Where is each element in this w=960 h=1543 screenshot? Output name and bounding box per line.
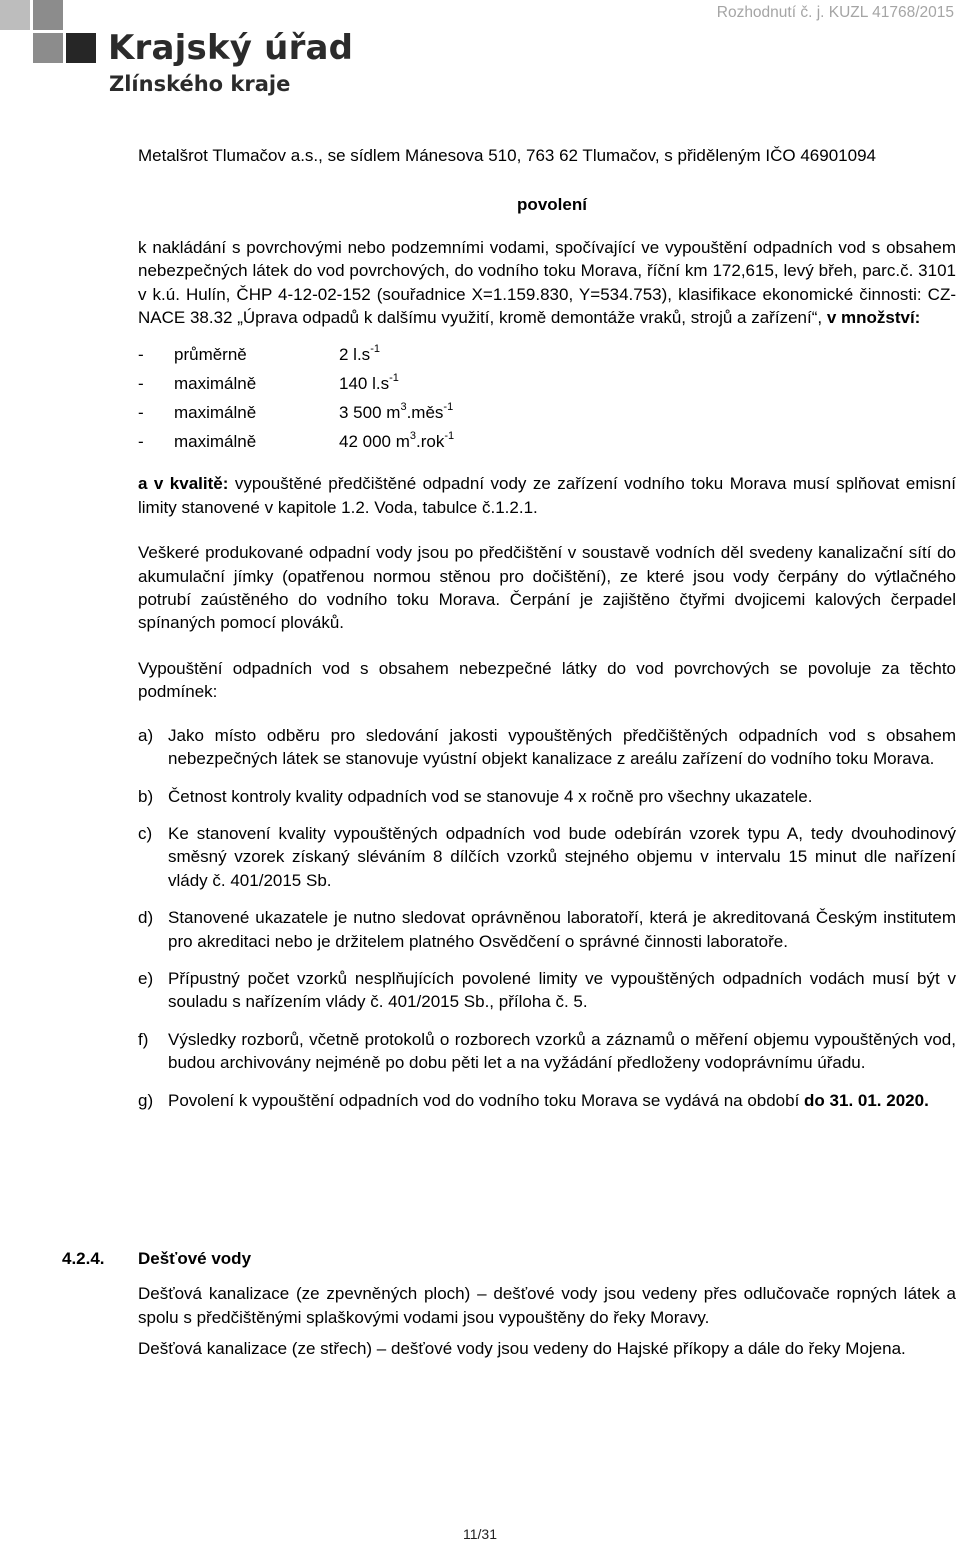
condition-letter: f) xyxy=(138,1029,149,1049)
quantity-value: 140 $l.s^{-1}$ xyxy=(339,371,399,394)
quantity-dash: - xyxy=(138,403,144,423)
section-number: 4.2.4. xyxy=(62,1249,105,1268)
quantity-list xyxy=(138,337,956,453)
quantity-dash: - xyxy=(138,374,144,394)
quantity-dash: - xyxy=(138,345,144,365)
condition-letter: d) xyxy=(138,908,154,928)
brand-subtitle: Zlínského kraje xyxy=(109,72,291,96)
brand-name: Krajský úřad xyxy=(108,28,354,68)
quantity-label: maximálně xyxy=(174,432,257,452)
quality-paragraph xyxy=(138,472,956,519)
permit-scope xyxy=(138,236,956,330)
section-paragraph: Dešťová kanalizace (ze střech) – dešťové vody jsou vedeny do Hajské příkopy a dále do řeky Mojena. xyxy=(138,1339,906,1359)
condition-item xyxy=(138,1028,956,1075)
logo-icon xyxy=(0,0,96,66)
condition-letter: c) xyxy=(138,823,153,843)
condition-text: Povolení k vypouštění odpadních vod do vodního toku Morava se vydává na období do 31. 01. 2020. xyxy=(168,1090,929,1110)
quality-emph: a v kvalitě: xyxy=(138,474,229,494)
quantity-dash: - xyxy=(138,432,144,452)
quantity-row xyxy=(138,337,956,366)
quantity-label: průměrně xyxy=(174,345,247,365)
condition-text: Četnost kontroly kvality odpadních vod se stanovuje 4 x ročně pro všechny ukazatele. xyxy=(168,786,813,806)
condition-text: Jako místo odběru pro sledování jakosti vypouštěných předčištěných odpadních vod s obsahem nebezpečných látek se stanovuje vyústní objekt kanalizace z areálu zařízení do vodního toku Morava. xyxy=(168,725,956,769)
document-reference: Rozhodnutí č. j. KUZL 41768/2015 xyxy=(716,4,954,21)
quantity-row xyxy=(138,395,956,424)
section-rainwater xyxy=(62,1247,956,1369)
section-body xyxy=(62,1282,956,1360)
condition-letter: b) xyxy=(138,786,154,806)
condition-item xyxy=(138,967,956,1014)
condition-letter: g) xyxy=(138,1090,154,1110)
document-body xyxy=(138,144,956,1126)
conditions-list xyxy=(138,724,956,1112)
condition-text: Přípustný počet vzorků nesplňujících povolené limity ve vypouštěných odpadních vodách musí být v souladu s nařízením vlády č. 401/2015 Sb., příloha č. 5. xyxy=(168,968,956,1012)
quality-text: vypouštěné předčištěné odpadní vody ze zařízení vodního toku Morava musí splňovat emisní limity stanovené v kapitole 1.2. Voda, tabulce č.1.2.1. xyxy=(138,474,956,517)
logo-block-mid xyxy=(33,0,63,30)
quantity-label: maximálně xyxy=(174,374,257,394)
wastewater-paragraph: Veškeré produkované odpadní vody jsou po předčištění v soustavě vodních děl svedeny kanalizační sítí do akumulační jímky (opatřenou normou stěnou pro dočištění), ze které jsou vody čerpány do výtlačného potrubí zaústěného do vodního toku Morava. Čerpání je zajištěno čtyřmi dvojicemi kalových čerpadel spínaných pomocí plováků. xyxy=(138,543,956,633)
condition-item xyxy=(138,1089,956,1112)
condition-item xyxy=(138,822,956,892)
decision-title: povolení xyxy=(517,195,587,215)
condition-item xyxy=(138,724,956,771)
quantity-value: 3 500 $m^3.měs^{-1}$ xyxy=(339,400,454,423)
section-title: Dešťové vody xyxy=(138,1249,252,1268)
condition-item xyxy=(138,785,956,808)
conditions-intro: Vypouštění odpadních vod s obsahem nebezpečné látky do vod povrchových se povoluje za těchto podmínek: xyxy=(138,658,956,702)
section-paragraph: Dešťová kanalizace (ze zpevněných ploch) – dešťové vody jsou vedeny přes odlučovače ropných látek a spolu s předčištěnými splaškovými vodami jsou vypouštěny do řeky Moravy. xyxy=(138,1284,956,1327)
logo-block-light xyxy=(0,0,30,30)
quantity-value: 42 000 $m^3.rok^{-1}$ xyxy=(339,429,455,452)
permit-scope-emph: v množství: xyxy=(826,308,921,328)
permit-scope-text: k nakládání s povrchovými nebo podzemními vodami, spočívající ve vypouštění odpadních vod s obsahem nebezpečných látek do vod povrchových, do vodního toku Morava, říční km 172,615, levý břeh, parc.č. 3101 v k.ú. Hulín, ČHP 4-12-02-152 (souřadnice X=1.159.830, Y=534.753), klasifikace ekonomické činnosti: CZ-NACE 38.32 „Úprava odpadů k dalšímu využití, kromě demontáže vraků, strojů a zařízení“, xyxy=(138,237,956,328)
condition-text: Ke stanovení kvality vypouštěných odpadních vod bude odebírán vzorek typu A, tedy dvouhodinový směsný vzorek získaný sléváním 8 dílčích vzorků stejného objemu v intervalu 15 minut dle nařízení vlády č. 401/2015 Sb. xyxy=(168,823,956,890)
logo-block-dark xyxy=(66,33,96,63)
quantity-row xyxy=(138,424,956,453)
condition-letter: e) xyxy=(138,968,154,988)
condition-letter: a) xyxy=(138,725,154,745)
section-heading xyxy=(62,1247,956,1270)
quantity-label: maximálně xyxy=(174,403,257,423)
applicant-intro: Metalšrot Tlumačov a.s., se sídlem Mánesova 510, 763 62 Tlumačov, s přiděleným IČO 46901094 xyxy=(138,146,876,165)
quantity-value: 2 $l.s^{-1}$ xyxy=(339,342,380,365)
quantity-row xyxy=(138,366,956,395)
page-number: 11/31 xyxy=(463,1526,497,1542)
condition-text: Výsledky rozborů, včetně protokolů o rozborech vzorků a záznamů o měření objemu vypouštěných vod, budou archivovány nejméně po dobu pěti let a na vyžádání předloženy vodoprávnímu úřadu. xyxy=(168,1029,956,1073)
logo-block-mid-2 xyxy=(33,33,63,63)
condition-item xyxy=(138,906,956,953)
condition-text: Stanovené ukazatele je nutno sledovat oprávněnou laboratoří, která je akreditovaná Českým institutem pro akreditaci nebo je držitelem platného Osvědčení o správné činnosti laboratoře. xyxy=(168,908,956,951)
